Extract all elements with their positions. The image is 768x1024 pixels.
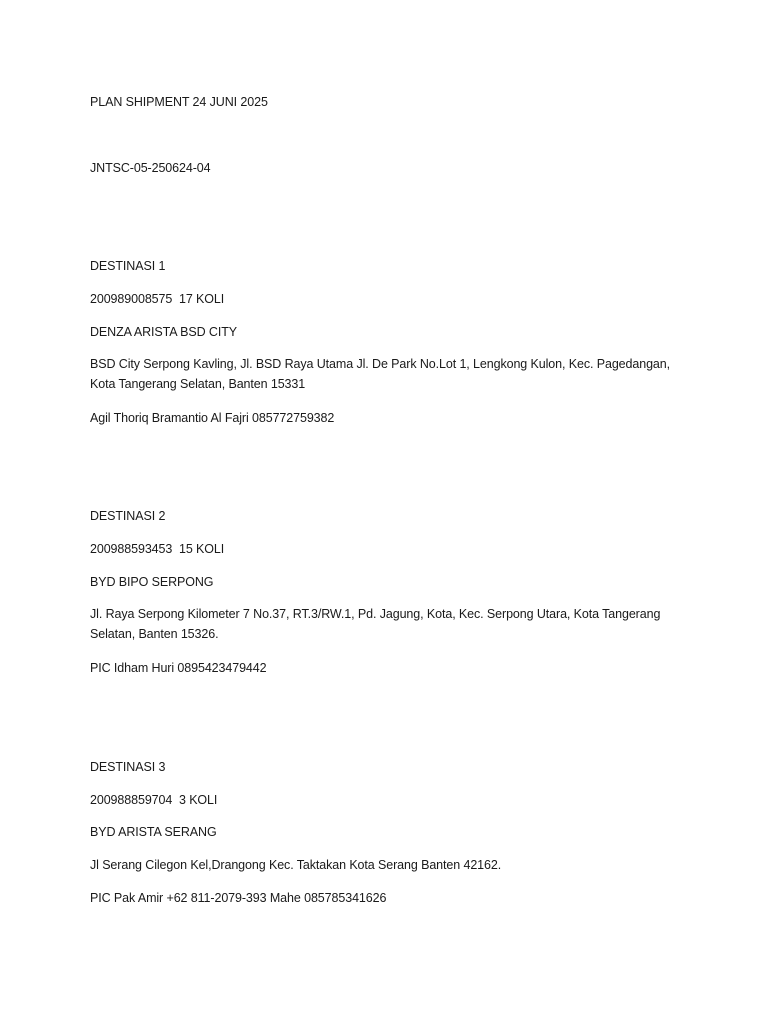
destination-3-address: Jl Serang Cilegon Kel,Drangong Kec. Taktakan Kota Serang Banten 42162. xyxy=(90,858,502,872)
destination-1-pic: Agil Thoriq Bramantio Al Fajri 085772759382 xyxy=(90,411,335,425)
destination-3-awb-koli: 200988859704 3 KOLI xyxy=(90,793,218,807)
destination-3-label: DESTINASI 3 xyxy=(90,760,166,774)
document-title: PLAN SHIPMENT 24 JUNI 2025 xyxy=(90,95,268,109)
destination-2-address: Jl. Raya Serpong Kilometer 7 No.37, RT.3/RW.1, Pd. Jagung, Kota, Kec. Serpong Utara, Kota Tangerang Selatan, Banten 15326. xyxy=(90,607,664,641)
destination-1-address: BSD City Serpong Kavling, Jl. BSD Raya Utama Jl. De Park No.Lot 1, Lengkong Kulon, Kec. Pagedangan, Kota Tangerang Selatan, Banten 15331 xyxy=(90,357,674,391)
destination-2-label: DESTINASI 2 xyxy=(90,509,166,523)
shipment-reference: JNTSC-05-250624-04 xyxy=(90,161,211,175)
destination-1-name: DENZA ARISTA BSD CITY xyxy=(90,325,238,339)
destination-2-pic: PIC Idham Huri 0895423479442 xyxy=(90,661,267,675)
destination-3-name: BYD ARISTA SERANG xyxy=(90,825,217,839)
destination-3-pic: PIC Pak Amir +62 811-2079-393 Mahe 085785341626 xyxy=(90,891,387,905)
destination-2-awb-koli: 200988593453 15 KOLI xyxy=(90,542,225,556)
destination-2-name: BYD BIPO SERPONG xyxy=(90,575,214,589)
destination-1-label: DESTINASI 1 xyxy=(90,259,166,273)
destination-1-awb-koli: 200989008575 17 KOLI xyxy=(90,292,225,306)
